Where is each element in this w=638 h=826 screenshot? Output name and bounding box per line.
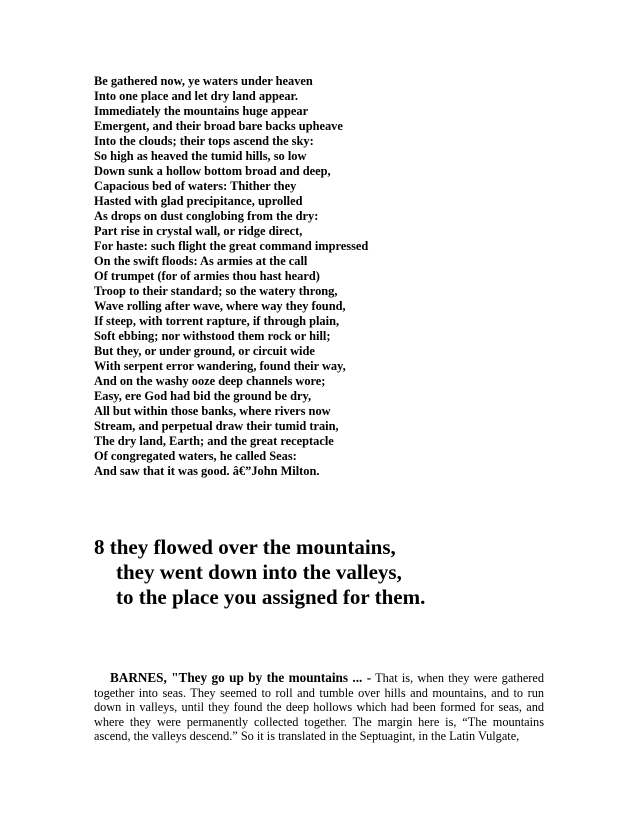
- poem-line: The dry land, Earth; and the great receptacle: [94, 434, 334, 448]
- poem-line: Troop to their standard; so the watery throng,: [94, 284, 338, 298]
- poem-line: And saw that it was good. â€”John Milton.: [94, 464, 320, 478]
- poem-line: Immediately the mountains huge appear: [94, 104, 309, 118]
- verse-line: to the place you assigned for them.: [116, 585, 426, 609]
- poem-line: As drops on dust conglobing from the dry:: [94, 209, 319, 223]
- poem-line: Stream, and perpetual draw their tumid train,: [94, 419, 339, 433]
- scripture-verse: [94, 535, 614, 610]
- poem-line: Down sunk a hollow bottom broad and deep,: [94, 164, 331, 178]
- poem-line: If steep, with torrent rapture, if through plain,: [94, 314, 340, 328]
- commentary-heading: BARNES, "They go up by the mountains ... -: [110, 670, 372, 685]
- poem-line: Be gathered now, ye waters under heaven: [94, 74, 313, 88]
- verse-line: they went down into the valleys,: [116, 560, 402, 584]
- milton-poem-quote: [94, 74, 574, 479]
- poem-line: Into the clouds; their tops ascend the sky:: [94, 134, 314, 148]
- poem-line: Easy, ere God had bid the ground be dry,: [94, 389, 312, 403]
- poem-line: And on the washy ooze deep channels wore;: [94, 374, 326, 388]
- poem-line: Wave rolling after wave, where way they found,: [94, 299, 346, 313]
- poem-line: So high as heaved the tumid hills, so low: [94, 149, 307, 163]
- poem-line: Into one place and let dry land appear.: [94, 89, 299, 103]
- verse-line: 8 they flowed over the mountains,: [94, 535, 396, 559]
- poem-line: For haste: such flight the great command impressed: [94, 239, 369, 253]
- poem-line: But they, or under ground, or circuit wide: [94, 344, 315, 358]
- poem-line: Hasted with glad precipitance, uprolled: [94, 194, 303, 208]
- poem-line: Emergent, and their broad bare backs upheave: [94, 119, 343, 133]
- poem-line: Of trumpet (for of armies thou hast heard): [94, 269, 320, 283]
- poem-line: Of congregated waters, he called Seas:: [94, 449, 297, 463]
- poem-line: Soft ebbing; nor withstood them rock or hill;: [94, 329, 331, 343]
- poem-line: On the swift floods: As armies at the call: [94, 254, 308, 268]
- barnes-commentary: [94, 671, 544, 744]
- poem-line: All but within those banks, where rivers now: [94, 404, 331, 418]
- commentary-body: That is, when they were gathered together into seas. They seemed to roll and tumble over hills and mountains, and to run down in valleys, until they found the deep hollows which had been formed for seas, and where they were permanently collected together. The margin here is, “The mountains ascend, the valleys descend.” So it is translated in the Septuagint, in the Latin Vulgate,: [94, 671, 544, 744]
- poem-line: Part rise in crystal wall, or ridge direct,: [94, 224, 303, 238]
- poem-line: With serpent error wandering, found their way,: [94, 359, 346, 373]
- poem-line: Capacious bed of waters: Thither they: [94, 179, 297, 193]
